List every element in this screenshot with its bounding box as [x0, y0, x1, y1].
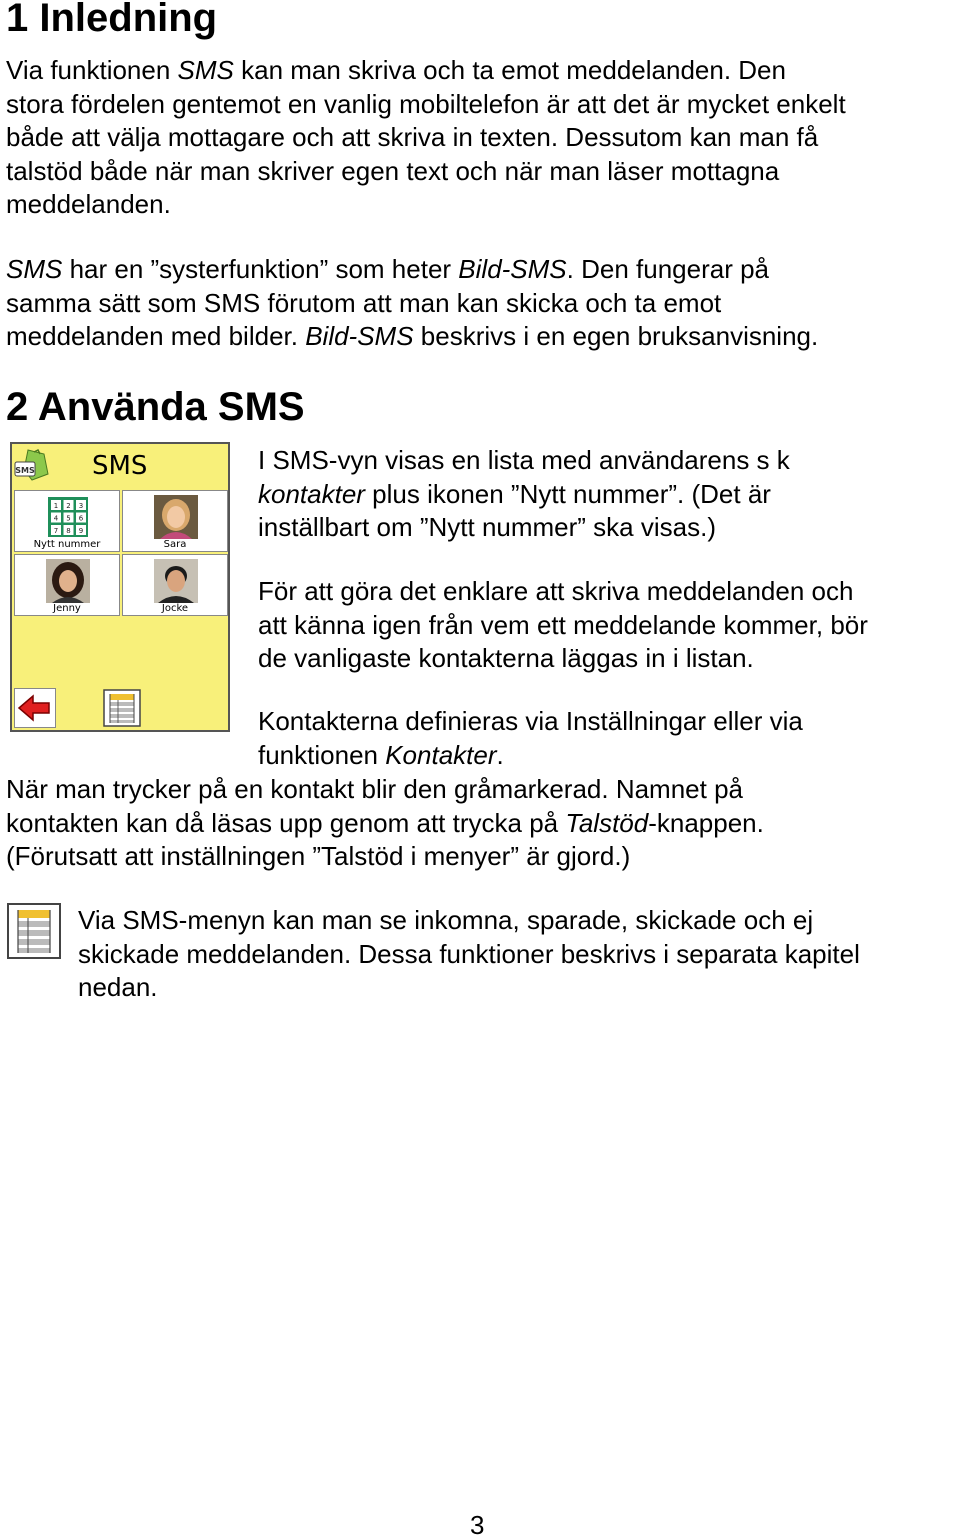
menu-button[interactable]: [102, 688, 144, 728]
contact-photo-jocke: [154, 559, 198, 603]
contact-label: Jenny: [53, 603, 81, 614]
sms-screen-header: [12, 444, 228, 490]
sms-menu-icon: [6, 902, 62, 960]
sms-logo-icon: [14, 448, 52, 484]
heading-inledning: 1 Inledning: [6, 0, 218, 40]
contact-tile-jenny[interactable]: [14, 554, 120, 616]
keypad-digit: 1: [53, 502, 59, 510]
page-number: 3: [470, 1510, 485, 1540]
contacts-definition-paragraph: Kontakterna definieras via Inställningar eller via funktionen Kontakter.: [258, 706, 803, 770]
keypad-digit: 7: [53, 527, 59, 535]
intro-paragraph-1: Via funktionen SMS kan man skriva och ta emot meddelanden. Den stora fördelen gentemot en vanlig mobiltelefon är att det är mycket enkelt både att välja mottagare och att skriva in texten. Dessutom kan man få talstöd både när man skriver egen text och när man läser mottagna meddelanden.: [6, 55, 846, 220]
contact-label: Jocke: [161, 603, 189, 614]
sms-menu-paragraph: Via SMS-menyn kan man se inkomna, sparade, skickade och ej skickade meddelanden. Dessa funktioner beskrivs i separata kapitel nedan.: [78, 905, 860, 1003]
contact-photo-jenny: [46, 559, 90, 603]
keypad-digit: 6: [78, 514, 84, 523]
talstod-paragraph: När man trycker på en kontakt blir den gråmarkerad. Namnet på kontakten kan då läsas upp genom att trycka på Talstöd-knappen. (Förutsatt att inställningen ”Talstöd i menyer” är gjord.): [6, 774, 764, 872]
keypad-digit: 3: [78, 502, 84, 510]
keypad-icon: [46, 495, 90, 539]
contact-label: Sara: [163, 539, 187, 550]
keypad-digit: 2: [66, 502, 71, 510]
intro-paragraph-2: SMS har en ”systerfunktion” som heter Bild-SMS. Den fungerar på samma sätt som SMS förutom att man kan skicka och ta emot meddelanden med bilder. Bild-SMS beskrivs i en egen bruksanvisning.: [6, 254, 819, 352]
contact-tile-sara[interactable]: [122, 490, 228, 552]
sms-screen-illustration: [10, 442, 230, 732]
contact-tile-nytt-nummer[interactable]: [14, 490, 120, 552]
sms-screen-title: SMS: [92, 451, 148, 481]
contacts-paragraph: För att göra det enklare att skriva meddelanden och att känna igen från vem ett meddelande kommer, bör de vanligaste kontakterna läggas in i listan.: [258, 576, 868, 674]
contact-tile-jocke[interactable]: [122, 554, 228, 616]
keypad-digit: 4: [53, 514, 59, 523]
back-button[interactable]: [14, 688, 56, 728]
contact-photo-sara: [154, 495, 198, 539]
sms-view-paragraph: I SMS-vyn visas en lista med användarens s k kontakter plus ikonen ”Nytt nummer”. (Det är inställbart om ”Nytt nummer” ska visas.): [258, 445, 790, 543]
keypad-digit: 9: [78, 527, 84, 535]
keypad-digit: 5: [66, 514, 71, 523]
svg-text:SMS: SMS: [15, 466, 35, 475]
back-arrow-icon: [15, 689, 55, 727]
contact-label: Nytt nummer: [33, 539, 101, 550]
menu-icon: [102, 688, 144, 728]
heading-anvanda-sms: 2 Använda SMS: [6, 385, 305, 429]
keypad-digit: 8: [66, 527, 71, 535]
